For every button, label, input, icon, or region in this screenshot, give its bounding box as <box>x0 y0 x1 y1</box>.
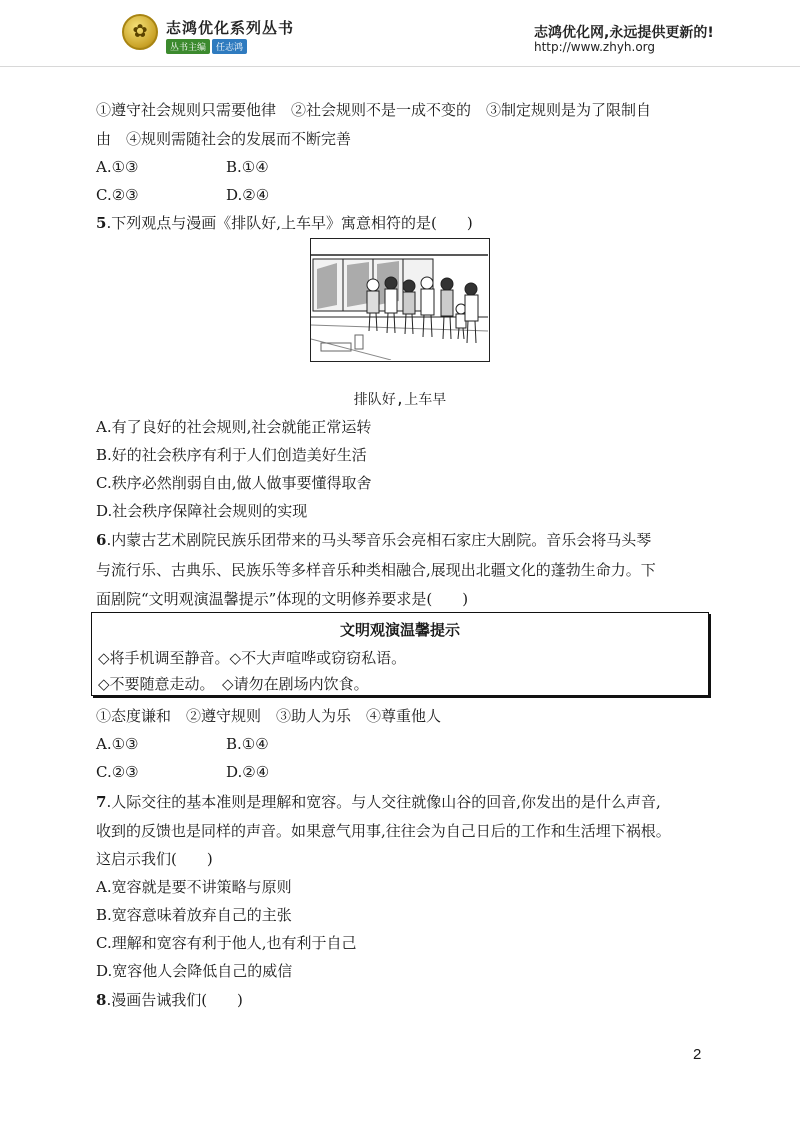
q4-statements-line2: 由 ④规则需随社会的发展而不断完善 <box>96 130 352 148</box>
civility-notice-box <box>91 612 709 696</box>
notice-line1: ◇将手机调至静音。◇不大声喧哗或窃窃私语。 <box>98 649 407 667</box>
q7-option-d: D.宽容他人会降低自己的威信 <box>96 962 293 980</box>
notice-line2: ◇不要随意走动。 ◇请勿在剧场内饮食。 <box>98 675 369 693</box>
page-number: 2 <box>693 1046 702 1063</box>
q6-stem-line3: 面剧院“文明观演温馨提示”体现的文明修养要求是( ) <box>96 590 469 608</box>
editor-label-badge: 丛书主编 <box>166 39 210 54</box>
q6-stem-text: .内蒙古艺术剧院民族乐团带来的马头琴音乐会亮相石家庄大剧院。音乐会将马头琴 <box>106 531 652 549</box>
q5-number: 5 <box>96 214 107 232</box>
q4-option-b: B.①④ <box>226 158 269 176</box>
q5-option-a: A.有了良好的社会规则,社会就能正常运转 <box>96 418 372 436</box>
q4-option-a: A.①③ <box>96 158 139 176</box>
editor-name-badge: 任志鸿 <box>212 39 247 54</box>
header-url: http://www.zhyh.org <box>534 40 656 54</box>
q7-stem-text: .人际交往的基本准则是理解和宽容。与人交往就像山谷的回音,你发出的是什么声音, <box>106 793 661 811</box>
q7-number: 7 <box>96 793 107 811</box>
q4-option-d: D.②④ <box>226 186 270 204</box>
page-header <box>0 0 800 72</box>
q4-statements-line1: ①遵守社会规则只需要他律 ②社会规则不是一成不变的 ③制定规则是为了限制自 <box>96 101 652 119</box>
notice-title: 文明观演温馨提示 <box>339 621 460 639</box>
q6-stem-line1 <box>96 530 651 550</box>
q5-stem <box>96 213 473 233</box>
q6-option-b: B.①④ <box>226 735 269 753</box>
q7-stem-line3: 这启示我们( ) <box>96 850 213 868</box>
q5-option-c: C.秩序必然削弱自由,做人做事要懂得取舍 <box>96 474 372 492</box>
q6-number: 6 <box>96 531 107 549</box>
series-logo-icon: ✿ <box>122 14 158 50</box>
cartoon-caption: 排队好,上车早 <box>353 392 447 408</box>
q5-option-d: D.社会秩序保障社会规则的实现 <box>96 502 308 520</box>
q6-option-d: D.②④ <box>226 763 270 781</box>
q6-statements: ①态度谦和 ②遵守规则 ③助人为乐 ④尊重他人 <box>96 707 442 725</box>
q6-stem-line2: 与流行乐、古典乐、民族乐等多样音乐种类相融合,展现出北疆文化的蓬勃生命力。下 <box>96 561 656 579</box>
q5-option-b: B.好的社会秩序有利于人们创造美好生活 <box>96 446 367 464</box>
q8-number: 8 <box>96 991 107 1009</box>
brand-title: 志鸿优化系列丛书 <box>166 19 295 37</box>
q7-option-b: B.宽容意味着放弃自己的主张 <box>96 906 292 924</box>
q8-stem <box>96 990 243 1010</box>
q8-stem-text: .漫画告诫我们( ) <box>106 991 243 1009</box>
queue-cartoon-drawing <box>311 239 488 360</box>
q5-stem-text: .下列观点与漫画《排队好,上车早》寓意相符的是( ) <box>106 214 473 232</box>
q7-stem-line2: 收到的反馈也是同样的声音。如果意气用事,往往会为自己日后的工作和生活埋下祸根。 <box>96 822 671 840</box>
header-slogan: 志鸿优化网,永远提供更新的! <box>534 25 714 41</box>
header-divider <box>0 66 800 67</box>
q7-option-a: A.宽容就是要不讲策略与原则 <box>96 878 292 896</box>
q7-option-c: C.理解和宽容有利于他人,也有利于自己 <box>96 934 357 952</box>
q4-option-c: C.②③ <box>96 186 139 204</box>
queue-cartoon-image <box>310 238 490 362</box>
editor-badges <box>166 39 247 54</box>
q6-option-c: C.②③ <box>96 763 139 781</box>
q7-stem-line1 <box>96 792 661 812</box>
q6-option-a: A.①③ <box>96 735 139 753</box>
